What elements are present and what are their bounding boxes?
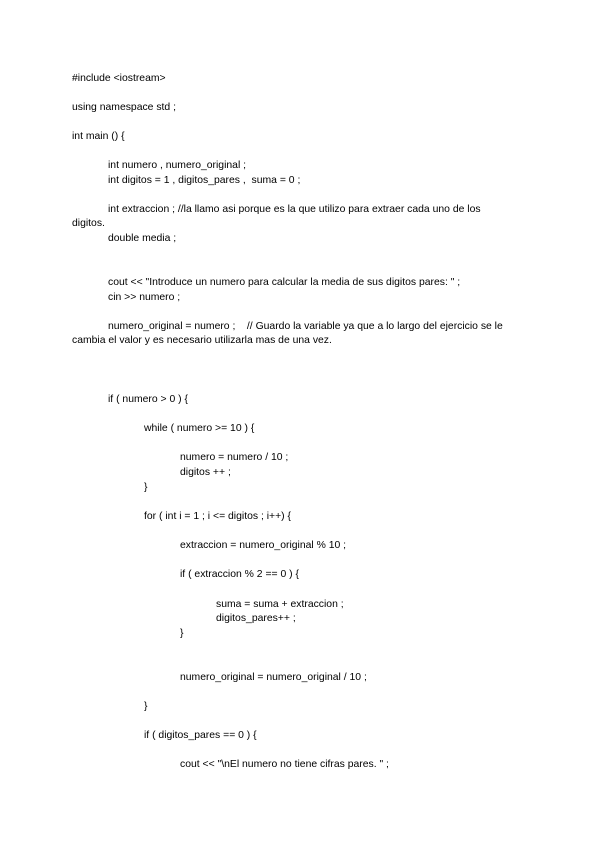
code-line: cout << "Introduce un numero para calcular la media de sus digitos pares: " ; (108, 277, 461, 288)
code-line: numero_original = numero_original / 10 ; (180, 672, 367, 683)
code-line: cambia el valor y es necesario utilizarla mas de una vez. (72, 335, 332, 346)
code-line: if ( extraccion % 2 == 0 ) { (180, 569, 299, 580)
code-line: suma = suma + extraccion ; (216, 599, 344, 610)
code-line: } (144, 482, 148, 493)
code-line: while ( numero >= 10 ) { (144, 423, 255, 434)
code-line: int digitos = 1 , digitos_pares , suma = 0 ; (108, 175, 301, 186)
code-line: for ( int i = 1 ; i <= digitos ; i++) { (144, 511, 291, 522)
code-line: double media ; (108, 233, 177, 244)
code-line: #include <iostream> (72, 73, 166, 84)
code-line: digitos ++ ; (180, 467, 231, 478)
code-line: numero = numero / 10 ; (180, 452, 289, 463)
code-line: if ( numero > 0 ) { (108, 394, 188, 405)
code-line: } (144, 701, 148, 712)
code-line: int extraccion ; //la llamo asi porque es la que utilizo para extraer cada uno de los (108, 204, 481, 215)
code-line: cin >> numero ; (108, 292, 181, 303)
code-line: using namespace std ; (72, 102, 176, 113)
code-line: extraccion = numero_original % 10 ; (180, 540, 347, 551)
code-line: numero_original = numero ; // Guardo la variable ya que a lo largo del ejercicio se le (108, 321, 503, 332)
code-line: cout << "\nEl numero no tiene cifras pares. " ; (180, 759, 389, 770)
code-line: int main () { (72, 131, 125, 142)
code-line: digitos_pares++ ; (216, 613, 296, 624)
code-line: digitos. (72, 218, 105, 229)
code-line: } (180, 628, 184, 639)
code-line: if ( digitos_pares == 0 ) { (144, 730, 257, 741)
code-line: int numero , numero_original ; (108, 160, 247, 171)
